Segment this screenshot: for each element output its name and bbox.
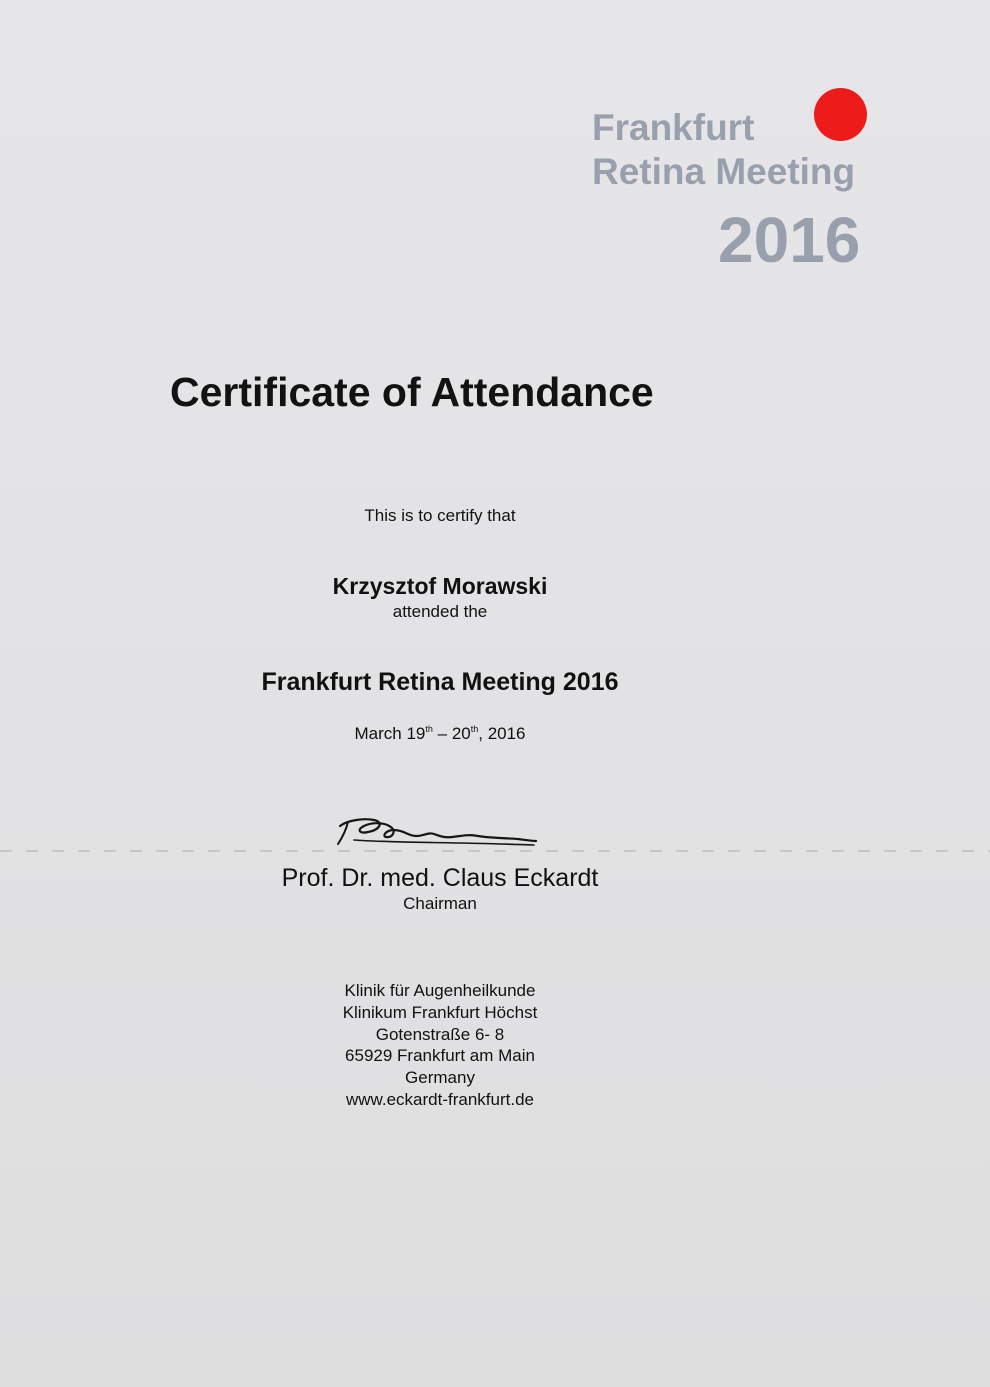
date-end-suffix: th bbox=[470, 724, 479, 734]
red-dot-icon bbox=[814, 88, 867, 141]
address-line-website: www.eckardt-frankfurt.de bbox=[345, 1089, 534, 1109]
address-line-clinic: Klinik für Augenheilkunde bbox=[344, 981, 536, 1000]
event-name: Frankfurt Retina Meeting 2016 bbox=[261, 668, 619, 696]
date-end-day: 20 bbox=[451, 724, 471, 743]
date-dash: – bbox=[437, 724, 448, 743]
signatory-name: Prof. Dr. med. Claus Eckardt bbox=[281, 864, 599, 892]
certificate-title: Certificate of Attendance bbox=[170, 369, 654, 415]
address-line-street: Gotenstraße 6- 8 bbox=[375, 1024, 505, 1044]
signatory-role: Chairman bbox=[403, 894, 477, 913]
handwritten-signature bbox=[334, 810, 540, 856]
date-year: , 2016 bbox=[478, 724, 526, 743]
institution-address bbox=[240, 980, 640, 1111]
certify-text: This is to certify that bbox=[364, 506, 516, 525]
address-line-hospital: Klinikum Frankfurt Höchst bbox=[342, 1002, 538, 1022]
event-dates bbox=[140, 718, 740, 745]
address-line-country: Germany bbox=[405, 1068, 475, 1088]
logo-line-frankfurt: Frankfurt bbox=[592, 107, 755, 148]
date-month: March bbox=[354, 724, 402, 743]
attendee-name: Krzysztof Morawski bbox=[332, 573, 548, 599]
address-line-city: 65929 Frankfurt am Main bbox=[345, 1046, 535, 1066]
logo-year: 2016 bbox=[718, 204, 861, 276]
logo-line-retina-meeting: Retina Meeting bbox=[592, 151, 856, 192]
event-logo bbox=[592, 104, 892, 284]
attended-text: attended the bbox=[392, 602, 488, 621]
date-start-day: 19 bbox=[406, 724, 426, 743]
date-start-suffix: th bbox=[425, 724, 433, 734]
